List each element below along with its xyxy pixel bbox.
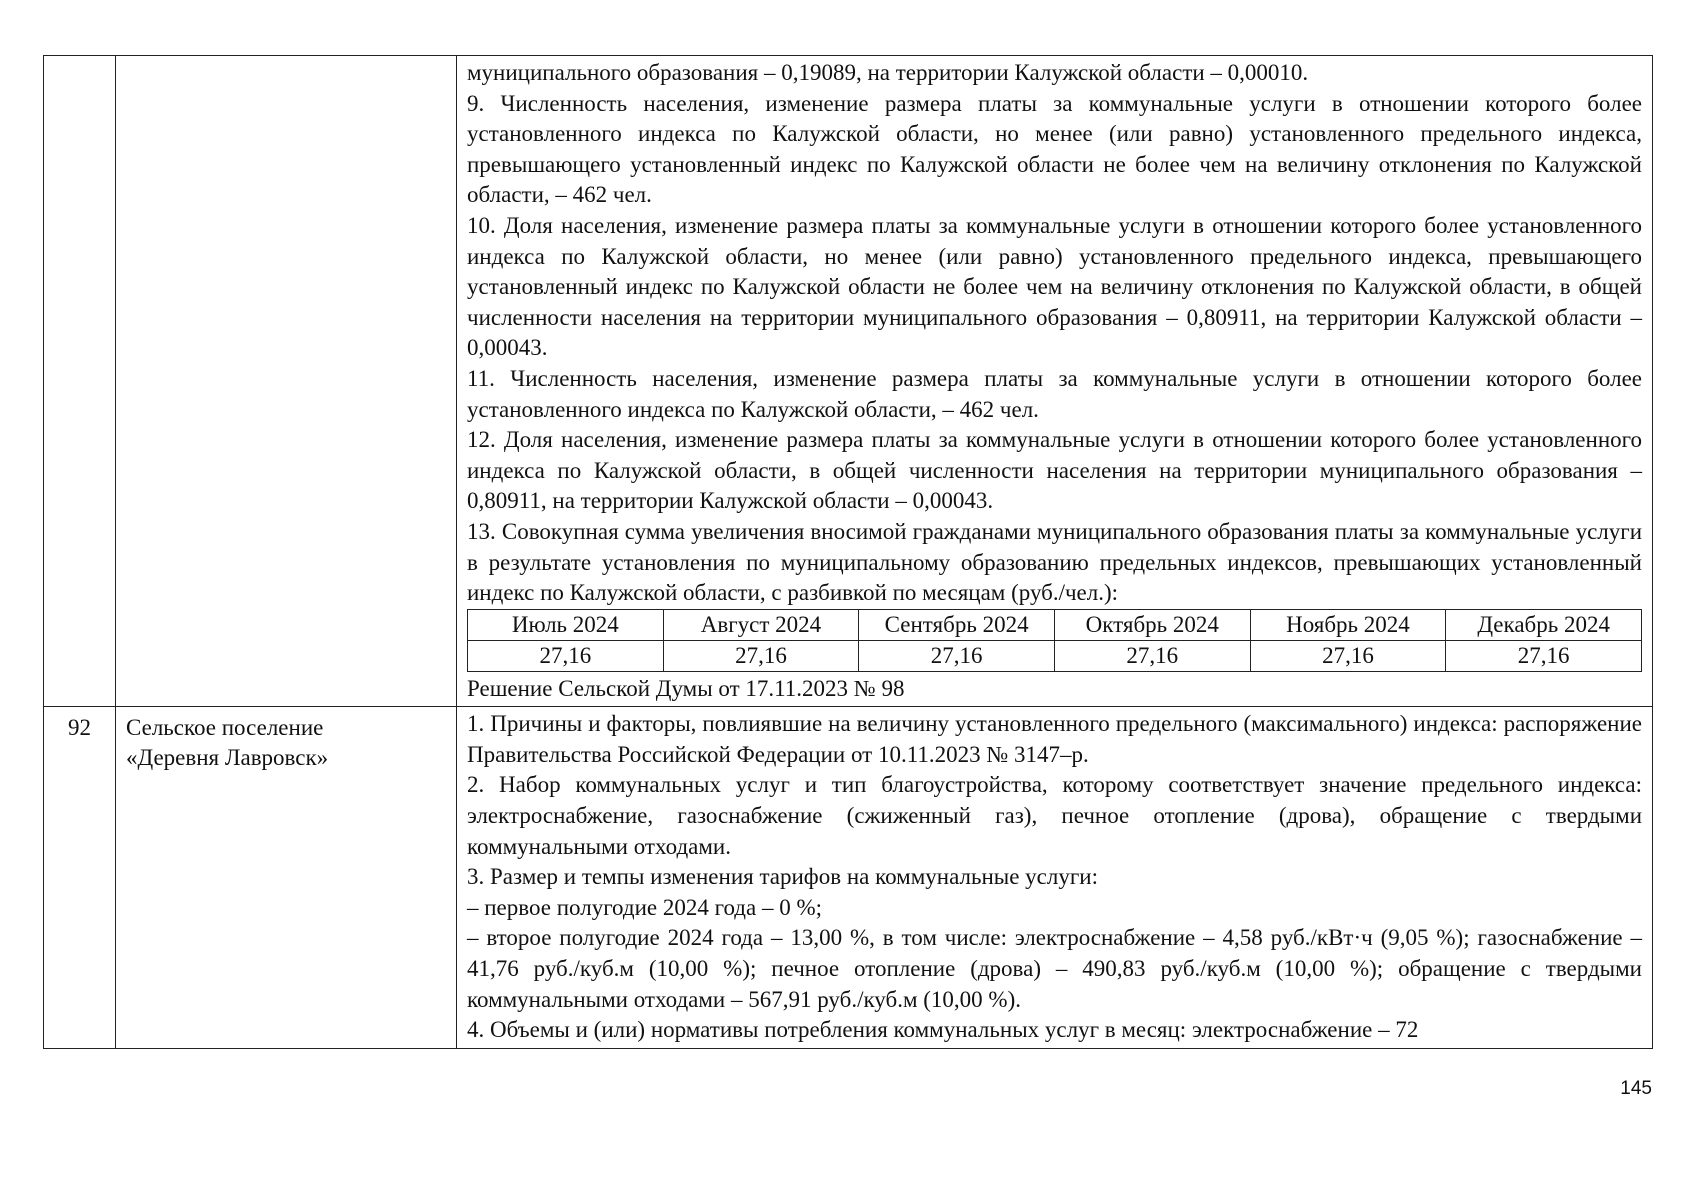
row-number-cell: 92 (44, 707, 116, 1049)
paragraph: 4. Объемы и (или) нормативы потребления коммунальных услуг в месяц: электроснабжение – 72 (467, 1017, 1419, 1043)
page-number: 145 (1620, 1078, 1652, 1099)
description-cell (457, 56, 1653, 707)
settlement-name-cell (116, 707, 457, 1049)
settlement-name-line: «Деревня Лавровск» (126, 745, 329, 771)
paragraph: муниципального образования – 0,19089, на территории Калужской области – 0,00010. (467, 60, 1309, 85)
paragraph: 12. Доля населения, изменение размера платы за коммунальные услуги в отношении которого более установленного индекса по Калужской области, в общей численности населения на территории муниципального образования – 0,80911, на территории Калужской области – 0,00043. (467, 427, 1642, 514)
month-value: 27,16 (468, 640, 664, 671)
table-row (44, 56, 1653, 707)
paragraph: 3. Размер и темпы изменения тарифов на коммунальные услуги: (467, 864, 1098, 890)
paragraph: 13. Совокупная сумма увеличения вносимой гражданами муниципального образования платы за коммунальные услуги в результате установления по муниципальному образованию предельных индексов, превышающих установленный индекс по Калужской области, с разбивкой по месяцам (руб./чел.): (467, 518, 1642, 606)
month-value: 27,16 (1250, 640, 1446, 671)
paragraph: 10. Доля населения, изменение размера платы за коммунальные услуги в отношении которого более установленного индекса по Калужской области, но менее (или равно) установленного предельного индекса, превышающего установленный индекс по Калужской области не более чем на величину отклонения по Калужской области, в общей численности населения на территории муниципального образования – 0,80911, на территории Калужской области – 0,00043. (467, 212, 1642, 361)
paragraph: 11. Численность населения, изменение размера платы за коммунальные услуги в отношении которого более установленного индекса по Калужской области, – 462 чел. (467, 365, 1642, 422)
monthly-sum-table (467, 609, 1642, 672)
table-row (44, 707, 1653, 1049)
row-number-cell (44, 56, 116, 707)
month-value-row (468, 640, 1642, 671)
paragraph: 1. Причины и факторы, повлиявшие на величину установленного предельного (максимального) индекса: распоряжение Правительства Российской Федерации от 10.11.2023 № 3147–р. (467, 711, 1642, 767)
paragraph: – первое полугодие 2024 года – 0 %; (467, 894, 823, 920)
settlement-name-cell (116, 56, 457, 707)
month-value: 27,16 (1054, 640, 1250, 671)
settlement-name-line: Сельское поселение (126, 715, 324, 741)
month-value: 27,16 (663, 640, 859, 671)
paragraph: 9. Численность населения, изменение размера платы за коммунальные услуги в отношении которого более установленного индекса по Калужской области, но менее (или равно) установленного предельного индекса, превышающего установленный индекс по Калужской области не более чем на величину отклонения по Калужской области, – 462 чел. (467, 90, 1642, 208)
month-header: Сентябрь 2024 (859, 609, 1055, 640)
main-table (43, 55, 1653, 1049)
month-header: Июль 2024 (468, 609, 664, 640)
month-value: 27,16 (859, 640, 1055, 671)
decision-reference: Решение Сельской Думы от 17.11.2023 № 98 (467, 675, 905, 701)
month-header: Август 2024 (663, 609, 859, 640)
paragraph: – второе полугодие 2024 года – 13,00 %, в том числе: электроснабжение – 4,58 руб./кВт·ч (9,05 %); газоснабжение – 41,76 руб./куб.м (10,00 %); печное отопление (дрова) – 490,83 руб./куб.м (10,00 %); обращение с твердыми коммунальными отходами – 567,91 руб./куб.м (10,00 %). (467, 925, 1642, 1012)
month-header-row (468, 609, 1642, 640)
month-header: Декабрь 2024 (1446, 609, 1642, 640)
month-value: 27,16 (1446, 640, 1642, 671)
paragraph: 2. Набор коммунальных услуг и тип благоустройства, которому соответствует значение предельного индекса: электроснабжение, газоснабжение (сжиженный газ), печное отопление (дрова), обращение с твердыми коммунальными отходами. (467, 772, 1642, 859)
description-cell (457, 707, 1653, 1049)
month-header: Ноябрь 2024 (1250, 609, 1446, 640)
month-header: Октябрь 2024 (1054, 609, 1250, 640)
